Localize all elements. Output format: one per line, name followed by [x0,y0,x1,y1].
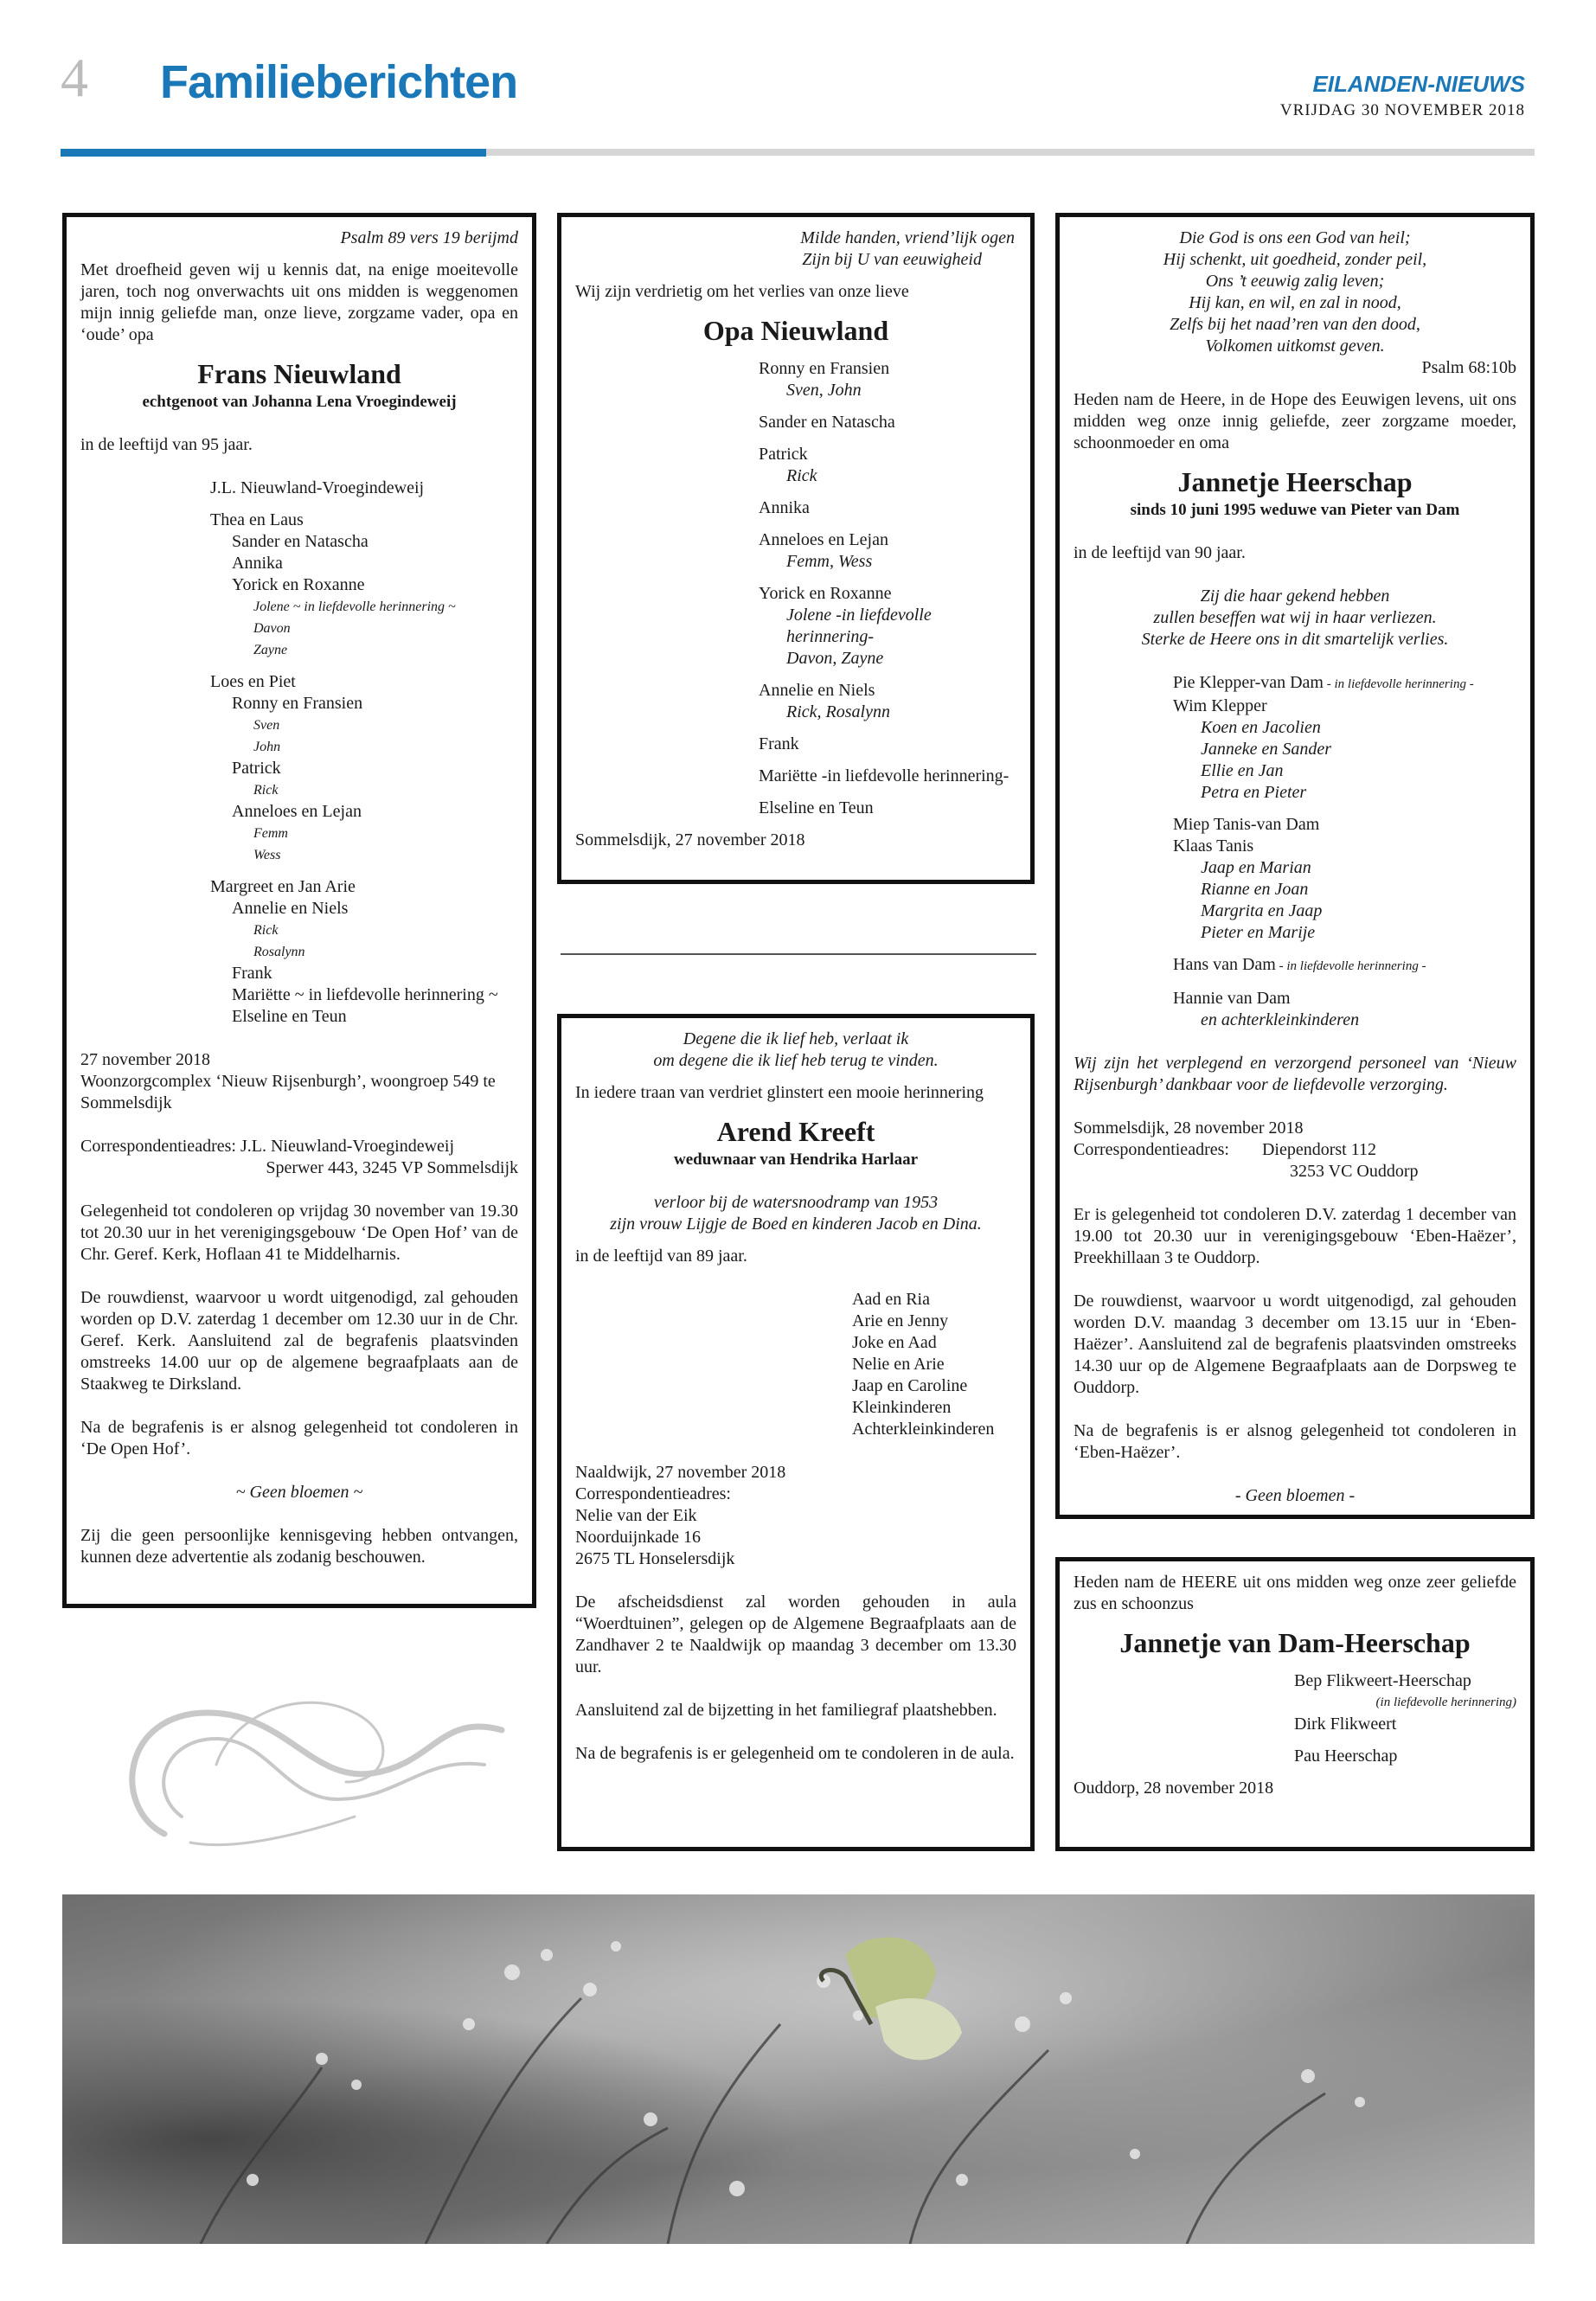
family-member [253,823,518,844]
family-member [759,529,1016,551]
family-member-name: Femm [253,826,288,841]
family-member [232,801,518,823]
family-spacer [1173,977,1516,988]
after-text: Na de begrafenis is er alsnog gelegenheid tot condoleren in ‘De Open Hof’. [80,1418,518,1458]
psalm-reference: Psalm 68:10b [1421,358,1516,377]
family-member-name: Sven [253,718,280,733]
deceased-name: Arend Kreeft [716,1116,875,1147]
age-line: in de leeftijd van 90 jaar. [1074,543,1246,562]
family-member [1201,901,1516,922]
family-member-name: Loes en Piet [210,672,296,691]
intro-text: Heden nam de Heere, in de Hope des Eeuwigen levens, uit ons midden weg onze innig geliefde, zeer zorgzame moeder, schoonmoeder en oma [1074,390,1516,452]
family-spacer [759,519,1016,529]
family-member-name: Ellie en Jan [1201,761,1284,780]
family-member-name: Annika [232,554,283,573]
notice-text: Zij die geen persoonlijke kennisgeving hebben ontvangen, kunnen deze advertentie als zodanig beschouwen. [80,1526,518,1567]
family-member-name: Rick [786,466,817,485]
place-date: Ouddorp, 28 november 2018 [1074,1779,1274,1798]
family-member-name: Ronny en Fransien [232,694,363,713]
family-member [786,648,1016,670]
family-member [1173,836,1516,857]
family-member [759,358,1016,380]
family-member-name: Mariëtte ~ in liefdevolle herinnering ~ [232,985,498,1004]
family-member [786,380,1016,401]
family-member [759,734,1016,755]
family-member [759,680,1016,702]
family-member [210,876,518,898]
family-member [232,898,518,920]
family-member-name: Jaap en Marian [1201,858,1311,877]
family-member-name: Pieter en Marije [1201,923,1316,942]
family-member [1173,954,1516,977]
family-member [1201,782,1516,804]
family-member [253,715,518,736]
family-member-name: Hans van Dam [1173,955,1276,974]
verse-line: Zelfs bij het naad’ren van den dood, [1170,315,1420,334]
family-member [253,596,518,618]
family-member [786,551,1016,573]
family-member-name: Elseline en Teun [759,798,874,817]
family-member-name: Mariëtte -in liefdevolle herinnering- [759,766,1010,785]
family-member [1173,988,1516,1009]
verse-line: Volkomen uitkomst geven. [1205,336,1385,356]
family-member [786,702,1016,723]
family-member-name: Davon [253,621,291,636]
family-member-name: Annelie en Niels [232,899,349,918]
family-member-name: Wess [253,848,281,862]
family-member [1173,672,1516,695]
family-list [852,1289,1016,1440]
family-member-name: Anneloes en Lejan [232,802,362,821]
family-spacer [759,723,1016,734]
family-member-name: Klaas Tanis [1173,836,1254,856]
verse-line-2: Zijn bij U van eeuwigheid [802,250,982,269]
family-member [1173,695,1516,717]
family-member [232,1006,518,1028]
family-member [1173,814,1516,836]
memory-note: (in liefdevolle herinnering) [1375,1695,1516,1709]
quote-line: Sterke de Heere ons in dit smartelijk verlies. [1141,630,1449,649]
correspondence-street: Noorduijnkade 16 [575,1528,701,1547]
family-member [210,671,518,693]
family-member-name: Margreet en Jan Arie [210,877,356,896]
family-member [253,618,518,639]
family-member-name: Sven, John [786,381,862,400]
memory-note: - in liefdevolle herinnering - [1275,959,1426,973]
obituary-arend-kreeft [557,1014,1035,1851]
age-line: in de leeftijd van 95 jaar. [80,435,253,454]
family-member-name: Koen en Jacolien [1201,718,1321,737]
family-spacer [210,866,518,876]
family-member [1201,857,1516,879]
family-member-name: Annelie en Niels [759,681,875,700]
family-member-name: Pie Klepper-van Dam [1173,673,1324,692]
family-member-name: Patrick [759,445,808,464]
family-member [232,574,518,596]
verse-line: Hij kan, en wil, en zal in nood, [1189,293,1401,312]
family-member-name: Wim Klepper [1173,696,1267,715]
family-spacer [759,487,1016,497]
family-member [759,497,1016,519]
family-member: Nelie en Arie [852,1355,945,1374]
newspaper-logo: EILANDEN-NIEUWS [1312,71,1525,97]
lost-line-1: verloor bij de watersnoodramp van 1953 [653,1193,939,1212]
family-member-name: Patrick [232,759,281,778]
correspondence-city: 3253 VC Ouddorp [1290,1162,1419,1181]
deceased-name: Opa Nieuwland [702,315,889,346]
correspondence-name: Nelie van der Eik [575,1506,697,1525]
family-member [1201,922,1516,944]
verse-line-1: Milde handen, vriend’lijk ogen [800,228,1015,247]
family-spacer [1173,944,1516,954]
deceased-name: Jannetje van Dam-Heerschap [1119,1627,1471,1658]
family-member-name: Rick [253,923,279,938]
widower-line: weduwnaar van Hendrika Harlaar [673,1150,919,1169]
place-date: Naaldwijk, 27 november 2018 [575,1463,786,1482]
intro-text: In iedere traan van verdriet glinstert een mooie herinnering [575,1083,984,1102]
family-member-name: Yorick en Roxanne [759,584,892,603]
family-member-name: Rick [253,783,279,798]
address-line: Woonzorgcomplex ‘Nieuw Rijsenburgh’, woongroep 549 te Sommelsdijk [80,1072,496,1112]
service-text: De rouwdienst, waarvoor u wordt uitgenodigd, zal gehouden worden op D.V. zaterdag 1 december om 12.30 uur in de Chr. Geref. Kerk. Aansluitend zal de begrafenis plaatsvinden omstreeks 14.00 uur op de algemene begraafplaats aan de Staakweg te Dirksland. [80,1288,518,1394]
family-member-name: Femm, Wess [786,552,873,571]
correspondence-address: Sperwer 443, 3245 VP Sommelsdijk [266,1158,518,1177]
spouse-line: echtgenoot van Johanna Lena Vroegindeweij [142,393,457,411]
family-member-name: Anneloes en Lejan [759,530,888,549]
family-member [253,941,518,963]
condolence-text: Er is gelegenheid tot condoleren D.V. zaterdag 1 december van 19.00 tot 20.30 uur in verenigingsgebouw ‘Eben-Haëzer’, Preekhillaan 3 te Ouddorp. [1074,1205,1516,1267]
family-spacer [759,787,1016,798]
service-text: De rouwdienst, waarvoor u wordt uitgenodigd, zal gehouden worden D.V. maandag 3 december om 13.15 uur in ‘Eben-Haëzer’. Aansluitend zal de begrafenis plaatsvinden omstreeks 14.30 uur op de Algemene Begraafplaats aan de Dorpsweg te Ouddorp. [1074,1292,1516,1397]
family-member [786,465,1016,487]
family-member [253,779,518,801]
family-member-name: Rosalynn [253,945,305,959]
family-member-name: Annika [759,498,810,517]
family-list [210,478,518,1028]
family-list [1173,672,1516,1031]
family-spacer [759,573,1016,583]
memory-note: - in liefdevolle herinnering - [1323,677,1474,691]
family-member: Aad en Ria [852,1290,930,1309]
obituary-jannetje-heerschap [1055,213,1535,1519]
section-title: Familieberichten [160,56,518,108]
family-member [1201,717,1516,739]
family-member-name: Zayne [253,643,288,657]
butterfly-photo [62,1894,1535,2244]
family-member [759,412,1016,433]
family-member: Dirk Flikweert [1294,1715,1397,1734]
family-member-name: Thea en Laus [210,510,304,529]
age-line: in de leeftijd van 89 jaar. [575,1247,747,1266]
place-date: Sommelsdijk, 28 november 2018 [1074,1118,1304,1138]
psalm-reference: Psalm 89 vers 19 berijmd [340,228,518,247]
family-member [232,758,518,779]
family-member-name: en achterkleinkinderen [1201,1010,1360,1029]
thanks-text: Wij zijn het verplegend en verzorgend personeel van ‘Nieuw Rijsenburgh’ dankbaar voor de liefdevolle verzorging. [1074,1054,1516,1094]
intro-text: Wij zijn verdrietig om het verlies van onze lieve [575,282,909,301]
family-member [1201,1009,1516,1031]
family-member-name: Sander en Natascha [232,532,369,551]
verse-block [1074,228,1516,357]
header-rule-accent [61,149,486,157]
family-spacer [759,433,1016,444]
family-member-name: Rick, Rosalynn [786,702,890,721]
family-member [1201,739,1516,760]
flourish-ornament [112,1678,519,1851]
obituary-frans-nieuwland [62,213,536,1608]
family-member [232,553,518,574]
quote-line: Zij die haar gekend hebben [1200,586,1390,606]
verse-line: Hij schenkt, uit goedheid, zonder peil, [1163,250,1427,269]
family-member [253,639,518,661]
correspondence-street: Diependorst 112 [1261,1140,1376,1159]
verse-line-1: Degene die ik lief heb, verlaat ik [683,1029,909,1048]
family-member-name: Petra en Pieter [1201,783,1307,802]
family-member-name: Miep Tanis-van Dam [1173,815,1320,834]
family-member-name: Jolene -in liefdevolle herinnering- [786,606,932,646]
family-spacer [210,661,518,671]
family-member [759,798,1016,819]
family-spacer [1173,804,1516,814]
family-spacer [759,401,1016,412]
family-member-name: Frank [759,734,799,753]
family-member [759,444,1016,465]
page-number: 4 [61,47,88,108]
family-member: Kleinkinderen [852,1398,952,1417]
verse-line-2: om degene die ik lief heb terug te vinden. [653,1051,939,1070]
family-member-name: Margrita en Jaap [1201,901,1323,920]
deceased-name: Frans Nieuwland [197,358,401,389]
quote-line: zullen beseffen wat wij in haar verliezen. [1153,608,1437,627]
family-member [232,984,518,1006]
condolence-text: Gelegenheid tot condoleren op vrijdag 30 november van 19.30 tot 20.30 uur in het verenigingsgebouw ‘De Open Hof’ van de Chr. Geref. Kerk, Hoflaan 41 te Middelharnis. [80,1202,518,1264]
family-member: Bep Flikweert-Heerschap [1294,1671,1471,1690]
family-spacer [210,499,518,510]
family-member-name: Elseline en Teun [232,1007,347,1026]
correspondence-city: 2675 TL Honselersdijk [575,1549,735,1568]
family-member: Joke en Aad [852,1333,937,1352]
family-member-name: Yorick en Roxanne [232,575,365,594]
no-flowers: - Geen bloemen - [1234,1486,1356,1505]
widow-line: sinds 10 juni 1995 weduwe van Pieter van Dam [1130,501,1460,519]
family-member: Jaap en Caroline [852,1376,968,1395]
family-member: Arie en Jenny [852,1311,949,1330]
family-member [1201,879,1516,901]
correspondence-label: Correspondentieadres: [1074,1140,1229,1159]
family-member: Achterkleinkinderen [852,1420,995,1439]
family-member [210,510,518,531]
family-member-name: Frank [232,964,272,983]
no-flowers: ~ Geen bloemen ~ [235,1483,363,1502]
family-member [253,920,518,941]
deceased-name: Jannetje Heerschap [1177,466,1413,497]
lost-line-2: zijn vrouw Lijgje de Boed en kinderen Jacob en Dina. [610,1215,982,1234]
family-member-name: Ronny en Fransien [759,359,890,378]
family-member [232,693,518,715]
family-member [210,478,518,499]
family-member-name: Janneke en Sander [1201,740,1332,759]
family-member-name: J.L. Nieuwland-Vroegindeweij [210,478,425,497]
issue-date: VRIJDAG 30 NOVEMBER 2018 [1279,101,1525,119]
correspondence-label: Correspondentieadres: J.L. Nieuwland-Vroegindeweij [80,1137,455,1156]
family-member [232,531,518,553]
after-text: Na de begrafenis is er gelegenheid om te condoleren in de aula. [575,1744,1015,1763]
quote-block [1074,586,1516,651]
family-spacer [759,755,1016,766]
butterfly-photo-art [62,1894,1535,2244]
correspondence-label: Correspondentieadres: [575,1484,731,1503]
family-member [759,766,1016,787]
obituary-jannetje-van-dam-heerschap [1055,1557,1535,1851]
family-member [786,605,1016,648]
intro-text: Met droefheid geven wij u kennis dat, na enige moeitevolle jaren, toch nog onverwachts uit ons midden is weggenomen mijn innig geliefde man, onze lieve, zorgzame vader, opa en ‘oude’ opa [80,260,518,344]
family-member [232,963,518,984]
correspondence [1074,1139,1516,1161]
family-member [253,844,518,866]
family-member-name: Sander en Natascha [759,413,895,432]
family-member [253,736,518,758]
date-line: 27 november 2018 [80,1050,210,1069]
family-spacer [759,670,1016,680]
burial-text: Aansluitend zal de bijzetting in het familiegraf plaatshebben. [575,1701,997,1720]
intro-text: Heden nam de HEERE uit ons midden weg onze zeer geliefde zus en schoonzus [1074,1573,1516,1613]
family-member [1201,760,1516,782]
verse-line: Die God is ons een God van heil; [1179,228,1411,247]
after-text: Na de begrafenis is er alsnog gelegenheid tot condoleren in ‘Eben-Haëzer’. [1074,1421,1516,1462]
family-member-name: Rianne en Joan [1201,880,1309,899]
place-date: Sommelsdijk, 27 november 2018 [575,830,805,849]
verse-line: Ons ’t eeuwig zalig leven; [1205,272,1385,291]
separator-line [561,953,1036,955]
family-member-name: Jolene ~ in liefdevolle herinnering ~ [253,599,456,614]
family-member [759,583,1016,605]
service-text: De afscheidsdienst zal worden gehouden in aula “Woerdtuinen”, gelegen op de Algemene Begraafplaats aan de Zandhaver 2 te Naaldwijk op maandag 3 december om 13.30 uur. [575,1593,1016,1676]
family-member-name: John [253,740,281,754]
family-member-name: Davon, Zayne [786,649,884,668]
family-member-name: Hannie van Dam [1173,989,1291,1008]
family-member: Pau Heerschap [1294,1747,1398,1766]
obituary-opa-nieuwland [557,213,1035,884]
family-list [759,358,1016,819]
